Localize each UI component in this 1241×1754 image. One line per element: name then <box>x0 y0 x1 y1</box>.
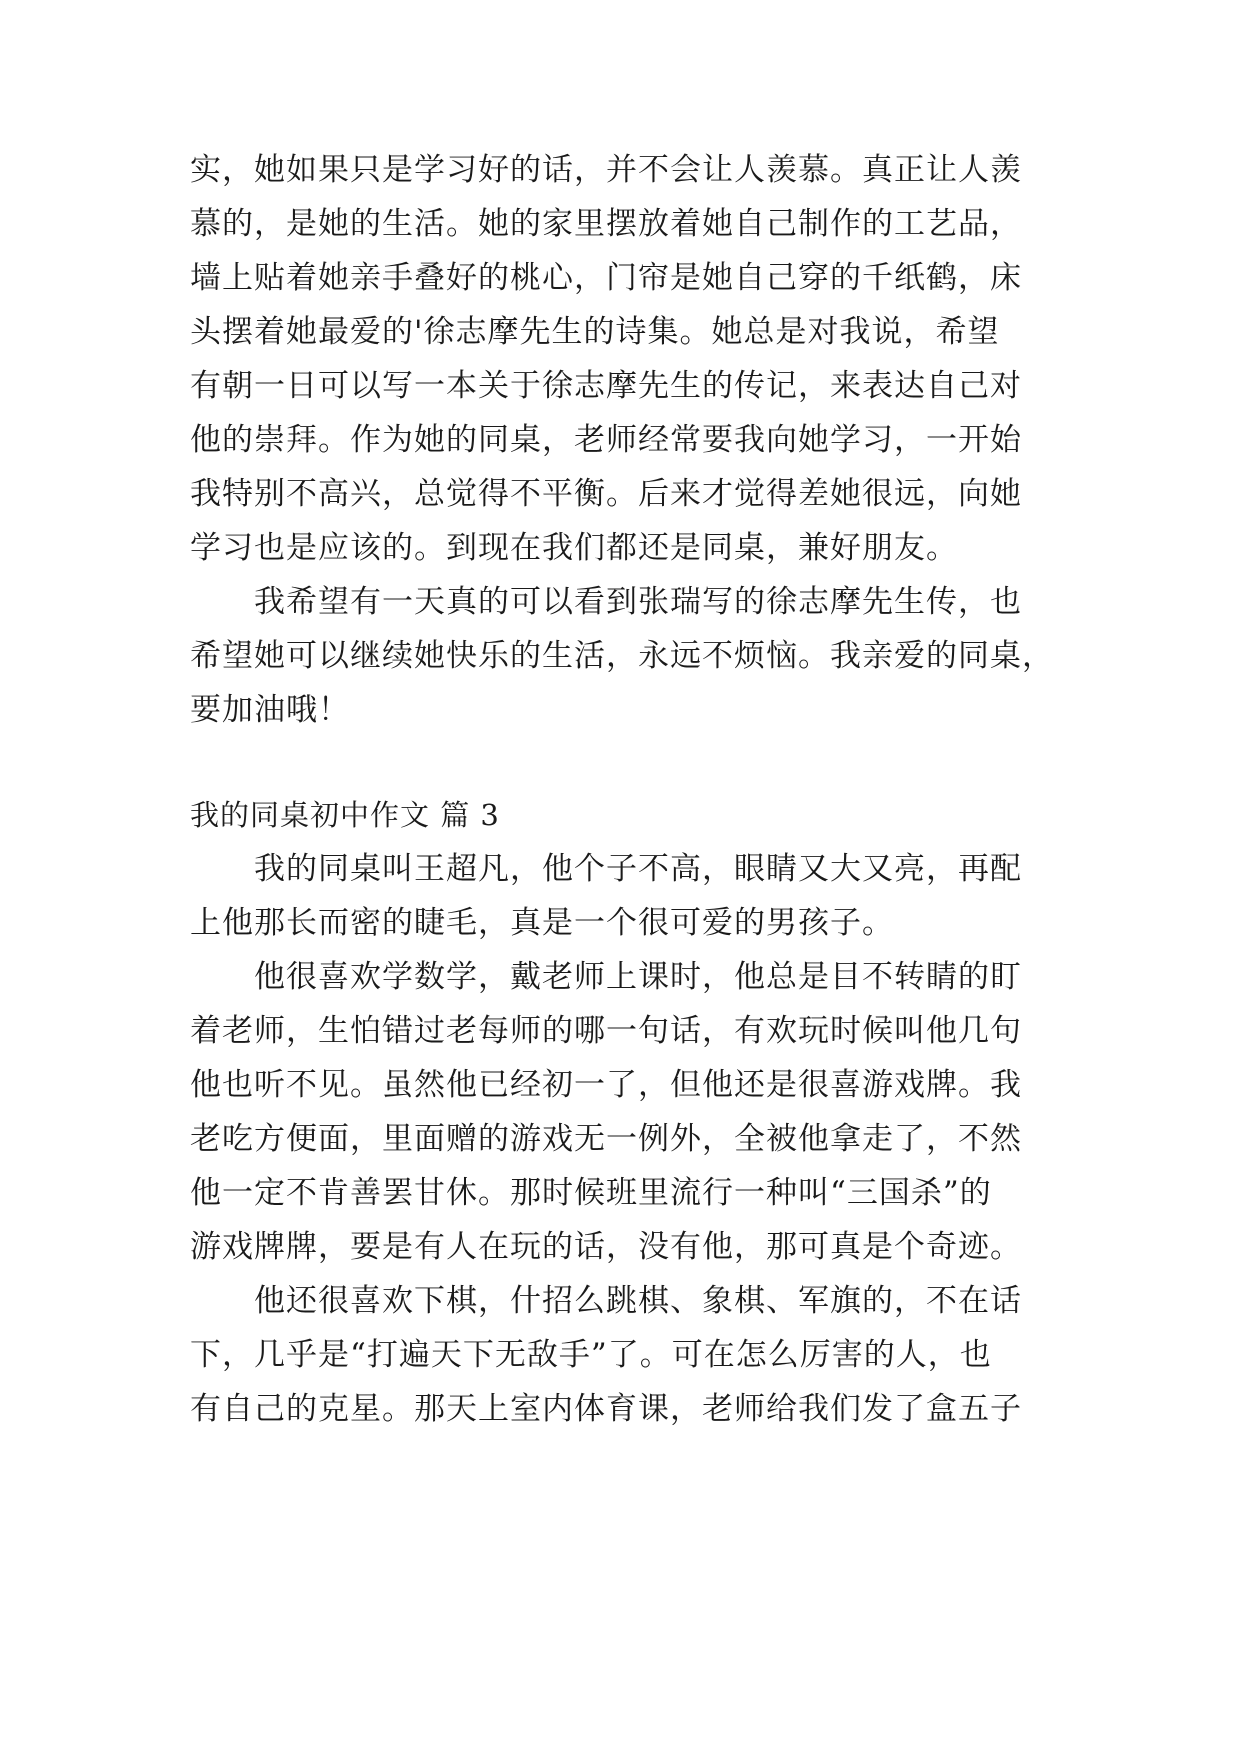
paragraph-line: 我特别不高兴，总觉得不平衡。后来才觉得差她很远，向她 <box>190 476 1022 512</box>
paragraph-line: 有朝一日可以写一本关于徐志摩先生的传记，来表达自己对 <box>190 368 1022 404</box>
paragraph-line: 上他那长而密的睫毛，真是一个很可爱的男孩子。 <box>190 905 894 941</box>
paragraph-line: 希望她可以继续她快乐的生活，永远不烦恼。我亲爱的同桌， <box>190 638 1054 674</box>
paragraph-line: 墙上贴着她亲手叠好的桃心，门帘是她自己穿的千纸鹤，床 <box>190 260 1022 296</box>
paragraph-line: 要加油哦！ <box>190 692 350 728</box>
paragraph-line: 学习也是应该的。到现在我们都还是同桌，兼好朋友。 <box>190 530 958 566</box>
paragraph-line: 头摆着她最爱的'徐志摩先生的诗集。她总是对我说，希望 <box>190 314 1000 350</box>
paragraph-line: 他也听不见。虽然他已经初一了，但他还是很喜游戏牌。我 <box>190 1067 1022 1103</box>
paragraph-line: 他的崇拜。作为她的同桌，老师经常要我向她学习，一开始 <box>190 422 1022 458</box>
paragraph-line: 我的同桌叫王超凡，他个子不高，眼睛又大又亮，再配 <box>190 851 1022 887</box>
paragraph-line: 我希望有一天真的可以看到张瑞写的徐志摩先生传，也 <box>190 584 1022 620</box>
paragraph-line: 下，几乎是“打遍天下无敌手”了。可在怎么厉害的人，也 <box>190 1337 992 1373</box>
paragraph-line: 实，她如果只是学习好的话，并不会让人羡慕。真正让人羡 <box>190 152 1022 188</box>
paragraph-line: 慕的，是她的生活。她的家里摆放着她自己制作的工艺品， <box>190 206 1022 242</box>
paragraph-line: 游戏牌牌，要是有人在玩的话，没有他，那可真是个奇迹。 <box>190 1229 1022 1265</box>
paragraph-line: 着老师，生怕错过老每师的哪一句话，有欢玩时候叫他几句 <box>190 1013 1022 1049</box>
paragraph-line: 老吃方便面，里面赠的游戏无一例外，全被他拿走了，不然 <box>190 1121 1022 1157</box>
paragraph-line: 他一定不肯善罢甘休。那时候班里流行一种叫“三国杀”的 <box>190 1175 992 1211</box>
paragraph-line: 有自己的克星。那天上室内体育课，老师给我们发了盒五子 <box>190 1391 1022 1427</box>
paragraph-line: 他很喜欢学数学，戴老师上课时，他总是目不转睛的盯 <box>190 959 1022 995</box>
section-heading: 我的同桌初中作文 篇 3 <box>190 798 500 832</box>
paragraph-line: 他还很喜欢下棋，什招么跳棋、象棋、军旗的，不在话 <box>190 1283 1022 1319</box>
